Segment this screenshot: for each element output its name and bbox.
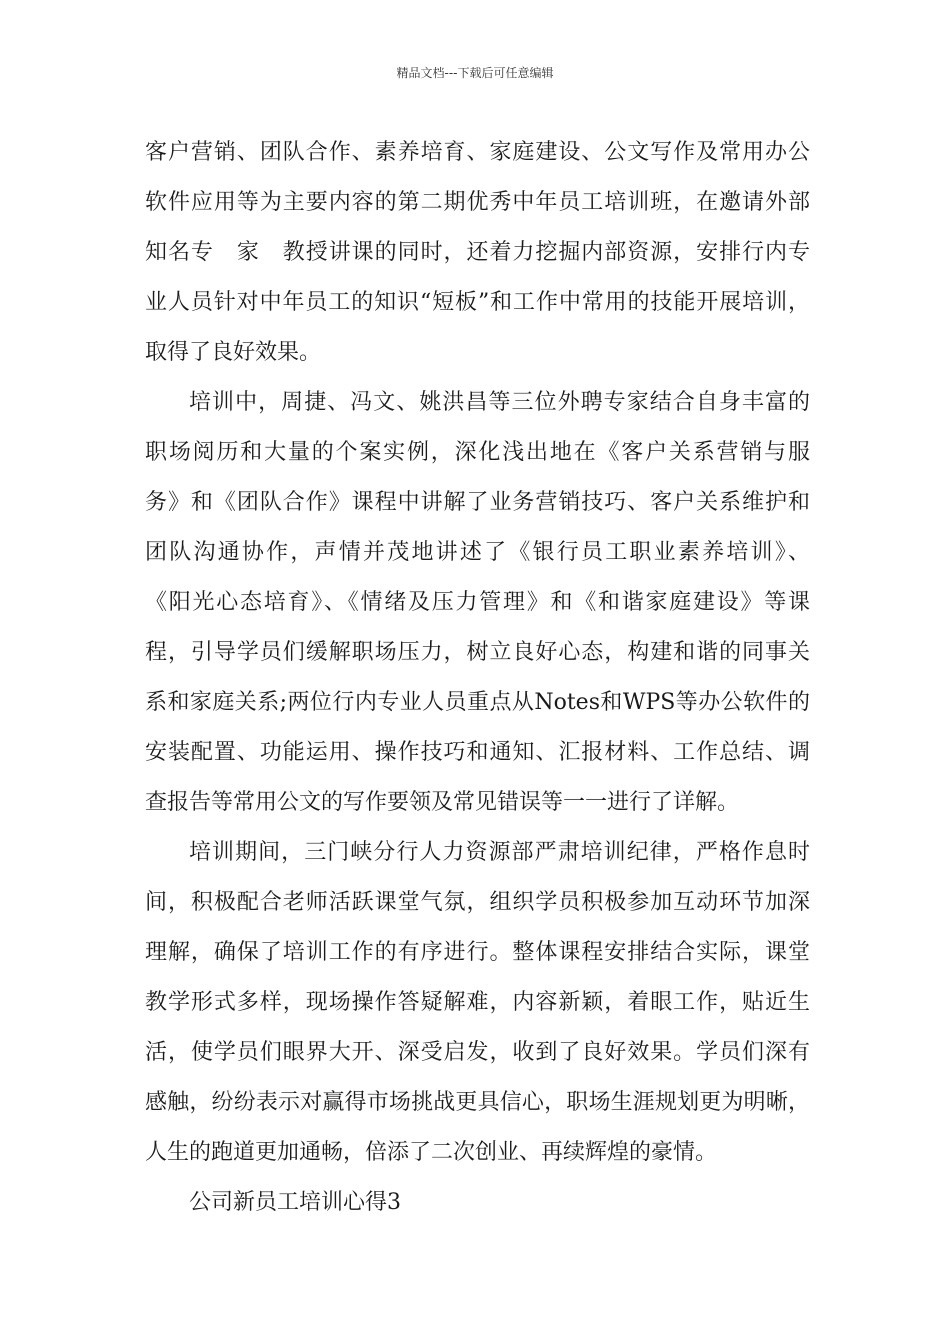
text-line: 《阳光心态培育》、《情绪及压力管理》和《和谐家庭建设》等课 [145, 590, 810, 615]
text-line: 教学形式多样，现场操作答疑解难，内容新颖，着眼工作，贴近生 [145, 990, 810, 1015]
section-title [145, 1178, 810, 1228]
text-line: 培训中，周捷、冯文、姚洪昌等三位外聘专家结合自身丰富的 [189, 390, 810, 415]
page-header: 精品文档---下载后可任意编辑 [396, 66, 554, 80]
text-line: 人生的跑道更加通畅，倍添了二次创业、再续辉煌的豪情。 [145, 1140, 718, 1165]
text-line: 间，积极配合老师活跃课堂气氛，组织学员积极参加互动环节加深 [145, 890, 810, 915]
text-line: 软件应用等为主要内容的第二期优秀中年员工培训班，在邀请外部 [145, 190, 810, 215]
text-line: 查报告等常用公文的写作要领及常见错误等一一进行了详解。 [145, 790, 740, 815]
document-body [145, 128, 810, 1228]
text-line: 安装配置、功能运用、操作技巧和通知、汇报材料、工作总结、调 [145, 740, 810, 765]
text-line: 系和家庭关系;两位行内专业人员重点从Notes和WPS等办公软件的 [145, 690, 810, 715]
section-title-text: 公司新员工培训心得3 [189, 1190, 401, 1215]
text-line: 程，引导学员们缓解职场压力，树立良好心态，构建和谐的同事关 [145, 640, 810, 665]
text-line: 培训期间，三门峡分行人力资源部严肃培训纪律，严格作息时 [189, 840, 810, 865]
text-line: 业人员针对中年员工的知识“短板”和工作中常用的技能开展培训， [145, 290, 810, 315]
text-line: 知名专 家 教授讲课的同时，还着力挖掘内部资源，安排行内专 [145, 240, 810, 265]
paragraph-2 [145, 378, 810, 828]
text-line: 务》和《团队合作》课程中讲解了业务营销技巧、客户关系维护和 [145, 490, 810, 515]
text-line: 团队沟通协作，声情并茂地讲述了《银行员工职业素养培训》、 [145, 540, 810, 565]
paragraph-1 [145, 128, 810, 378]
text-line: 职场阅历和大量的个案实例，深化浅出地在《客户关系营销与服 [145, 440, 810, 465]
paragraph-3 [145, 828, 810, 1178]
text-line: 取得了良好效果。 [145, 340, 322, 365]
text-line: 理解，确保了培训工作的有序进行。整体课程安排结合实际，课堂 [145, 940, 810, 965]
text-line: 客户营销、团队合作、素养培育、家庭建设、公文写作及常用办公 [145, 140, 810, 165]
text-line: 感触，纷纷表示对赢得市场挑战更具信心，职场生涯规划更为明晰， [145, 1090, 810, 1115]
text-line: 活，使学员们眼界大开、深受启发，收到了良好效果。学员们深有 [145, 1040, 810, 1065]
